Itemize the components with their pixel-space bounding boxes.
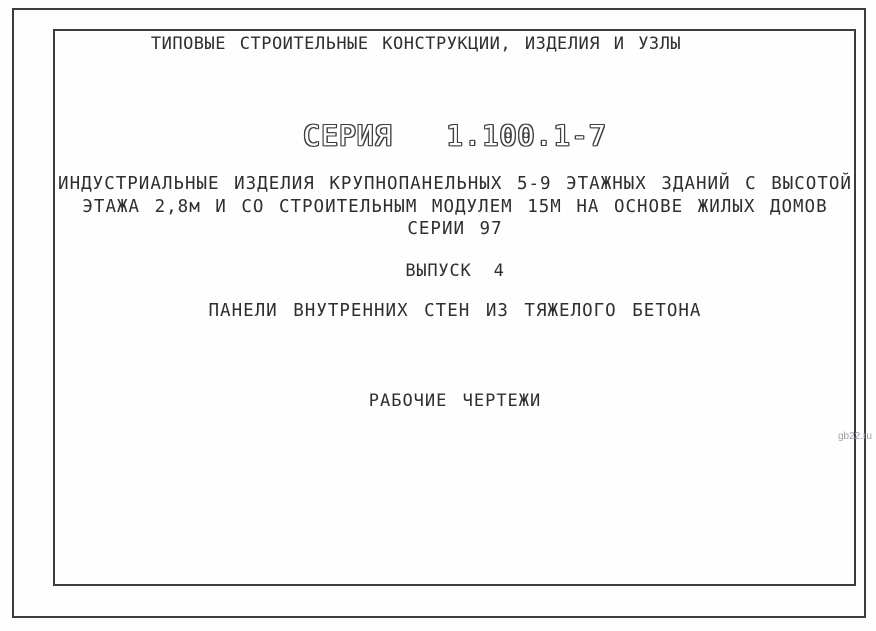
document-header: ТИПОВЫЕ СТРОИТЕЛЬНЫЕ КОНСТРУКЦИИ, ИЗДЕЛИЯ И УЗЛЫ	[150, 34, 682, 54]
doc-type-label: РАБОЧИЕ ЧЕРТЕЖИ	[368, 391, 542, 411]
description-paragraph	[55, 173, 855, 241]
series-title: СЕРИЯ 1.100.1-7	[303, 119, 607, 152]
issue-label: ВЫПУСК 4	[405, 261, 505, 281]
description-line-1: ИНДУСТРИАЛЬНЫЕ ИЗДЕЛИЯ КРУПНОПАНЕЛЬНЫХ 5-9 ЭТАЖНЫХ ЗДАНИЙ С ВЫСОТОЙ	[58, 174, 852, 194]
description-line-3: СЕРИИ 97	[407, 219, 503, 239]
subject-title: ПАНЕЛИ ВНУТРЕННИХ СТЕН ИЗ ТЯЖЕЛОГО БЕТОНА	[208, 301, 702, 321]
watermark: gb22.ru	[838, 431, 872, 442]
description-line-2: ЭТАЖА 2,8м И СО СТРОИТЕЛЬНЫМ МОДУЛЕМ 15М НА ОСНОВЕ ЖИЛЫХ ДОМОВ	[82, 196, 828, 217]
